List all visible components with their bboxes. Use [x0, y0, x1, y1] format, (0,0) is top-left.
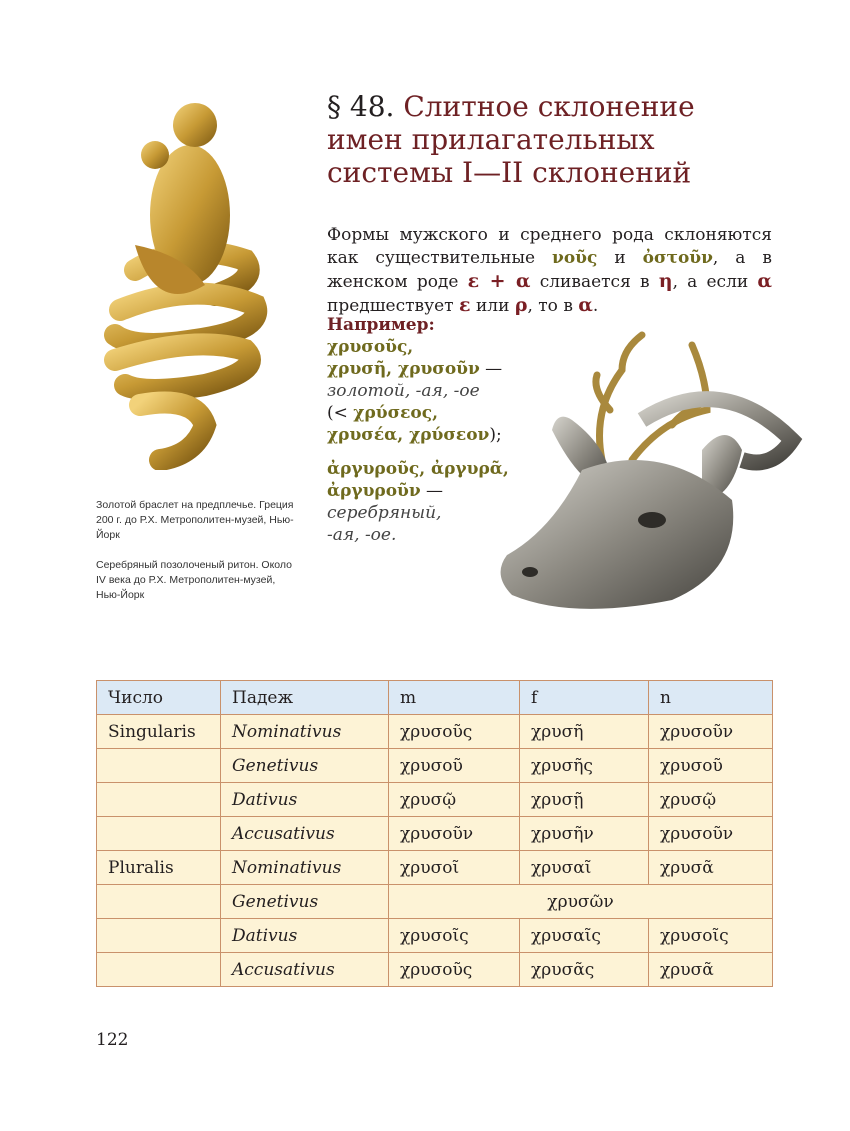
table-row	[97, 851, 773, 885]
cell-n: χρυσᾶ	[649, 953, 773, 987]
table-row	[97, 715, 773, 749]
intro-text: , то в	[527, 296, 579, 316]
intro-text: и	[597, 248, 643, 268]
cell-m: χρυσοῦ	[389, 749, 520, 783]
example-word: ἀργυροῦν	[327, 481, 421, 501]
intro-text: или	[470, 296, 515, 316]
cell-case: Nominativus	[221, 715, 389, 749]
bracelet-caption: Золотой браслет на предплечье. Греция 200 г. до Р.Х. Метрополитен-музей, Нью-Йорк	[96, 499, 294, 541]
cell-f: χρυσαῖ	[520, 851, 649, 885]
cell-f: χρυσᾶς	[520, 953, 649, 987]
page-number: 122	[96, 1030, 129, 1050]
intro-text: .	[592, 296, 599, 316]
cell-case: Dativus	[221, 919, 389, 953]
cell-n: χρυσοῦν	[649, 715, 773, 749]
section-title: Слитное склонение имен прилагательных системы I—II склонений	[327, 90, 695, 189]
table-row	[97, 885, 773, 919]
example-gloss: золотой, -ая, -ое	[327, 381, 480, 401]
example-dash: —	[479, 359, 503, 379]
example-paren: );	[489, 425, 502, 445]
cell-case: Genetivus	[221, 885, 389, 919]
greek-word: νοῦς	[552, 248, 598, 268]
cell-number	[97, 817, 221, 851]
header-m: m	[389, 681, 520, 715]
intro-text: Формы мужского и среднего рода склоняются как существительные	[327, 225, 772, 268]
cell-n: χρυσοῦν	[649, 817, 773, 851]
table-row	[97, 783, 773, 817]
greek-letter: ε	[458, 294, 471, 316]
example-label: Например:	[327, 315, 435, 335]
cell-all-genders: χρυσῶν	[389, 885, 773, 919]
cell-m: χρυσοῦν	[389, 817, 520, 851]
declension-table	[96, 680, 773, 987]
cell-case: Nominativus	[221, 851, 389, 885]
header-n: n	[649, 681, 773, 715]
cell-f: χρυσῆ	[520, 715, 649, 749]
example-word: χρύσεος,	[353, 403, 439, 423]
cell-f: χρυσῆς	[520, 749, 649, 783]
silver-rhyton-image	[492, 330, 810, 630]
cell-number	[97, 919, 221, 953]
cell-m: χρυσοῦς	[389, 953, 520, 987]
table-row	[97, 919, 773, 953]
cell-n: χρυσοῦ	[649, 749, 773, 783]
header-f: f	[520, 681, 649, 715]
section-heading	[327, 90, 767, 189]
cell-n: χρυσῷ	[649, 783, 773, 817]
gold-bracelet-image	[95, 95, 270, 470]
cell-number: Pluralis	[97, 851, 221, 885]
cell-m: χρυσοῖ	[389, 851, 520, 885]
cell-f: χρυσῆν	[520, 817, 649, 851]
intro-text: , а в женском роде	[327, 248, 773, 292]
header-case: Падеж	[221, 681, 389, 715]
cell-n: χρυσᾶ	[649, 851, 773, 885]
example-gloss: -ая, -ое.	[327, 525, 397, 545]
cell-n: χρυσοῖς	[649, 919, 773, 953]
cell-f: χρυσῇ	[520, 783, 649, 817]
rhyton-caption: Серебряный позолоченый ритон. Около IV века до Р.Х. Метрополитен-музей, Нью-Йорк	[96, 559, 292, 601]
cell-case: Accusativus	[221, 817, 389, 851]
cell-case: Genetivus	[221, 749, 389, 783]
cell-number	[97, 885, 221, 919]
intro-paragraph	[327, 224, 772, 318]
cell-number	[97, 783, 221, 817]
table-row	[97, 749, 773, 783]
table-header-row	[97, 681, 773, 715]
section-number: § 48.	[327, 90, 395, 123]
example-dash: —	[420, 481, 444, 501]
cell-case: Accusativus	[221, 953, 389, 987]
header-number: Число	[97, 681, 221, 715]
greek-letter: α	[578, 294, 593, 316]
greek-letter: ρ	[514, 294, 528, 316]
greek-letter: α	[757, 270, 773, 292]
intro-text: сливается в	[530, 272, 659, 292]
cell-case: Dativus	[221, 783, 389, 817]
example-word: χρυσέα, χρύσεον	[327, 425, 490, 445]
table-row	[97, 817, 773, 851]
greek-word: ὀστοῦν	[642, 248, 713, 268]
cell-number: Singularis	[97, 715, 221, 749]
table-row	[97, 953, 773, 987]
example-gloss: серебряный,	[327, 503, 442, 523]
example-word: χρυσοῦς,	[327, 337, 414, 357]
cell-number	[97, 953, 221, 987]
example-word: χρυσῆ, χρυσοῦν	[327, 359, 480, 379]
example-paren: (<	[327, 403, 354, 423]
cell-m: χρυσοῖς	[389, 919, 520, 953]
intro-text: , а если	[672, 272, 758, 292]
greek-letter: ε + α	[467, 270, 531, 292]
cell-f: χρυσαῖς	[520, 919, 649, 953]
cell-number	[97, 749, 221, 783]
intro-text: предшествует	[327, 296, 459, 316]
cell-m: χρυσῷ	[389, 783, 520, 817]
cell-m: χρυσοῦς	[389, 715, 520, 749]
example-word: ἀργυροῦς, ἀργυρᾶ,	[327, 459, 509, 479]
greek-letter: η	[658, 270, 673, 292]
